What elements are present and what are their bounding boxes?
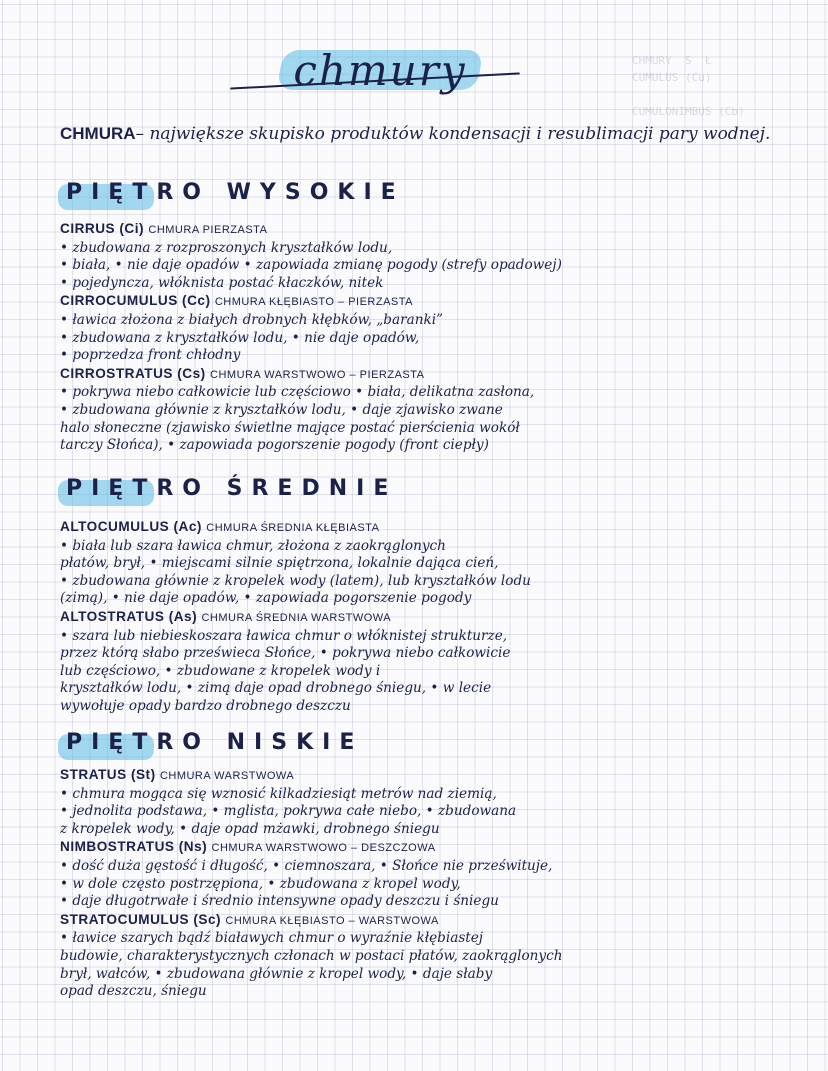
note-line: (zimą), • nie daje opadów, • zapowiada pogorszenie pogody (60, 590, 472, 607)
note-line (60, 518, 776, 538)
section-heading-medium: PIĘTRO ŚREDNIE (66, 476, 397, 501)
bleed-through-text: CHMURY S Ł CUMULUS (Cu) CUMULONIMBUS (Cb) (632, 54, 745, 118)
note-line: • jednolita podstawa, • mglista, pokrywa całe niebo, • zbudowana (60, 803, 517, 820)
cloud-type: CHMURA WARSTWOWO – DESZCZOWA (211, 842, 436, 855)
note-line: płatów, brył, • miejscami silnie spiętrzona, lokalnie dająca cień, (60, 555, 499, 572)
cloud-name: CIRROSTRATUS (Cs) (60, 365, 206, 381)
cloud-type: CHMURA WARSTWOWA (159, 770, 295, 782)
cloud-type: CHMURA PIERZASTA (148, 224, 268, 236)
note-line: • poprzedza front chłodny (60, 347, 241, 364)
section-medium-notes (60, 518, 776, 716)
note-line: opad deszczu, śniegu (60, 983, 207, 1000)
note-line: • ławice szarych bądź białawych chmur o wyraźnie kłębiastej (60, 930, 484, 947)
definition-term: CHMURA (60, 124, 136, 143)
note-line (60, 608, 776, 628)
note-line: z kropelek wody, • daje opad mżawki, drobnego śniegu (60, 820, 440, 837)
definition (60, 122, 780, 146)
section-heading-low: PIĘTRO NISKIE (66, 730, 363, 755)
cloud-name: STRATOCUMULUS (Sc) (60, 911, 222, 927)
note-line: • chmura mogąca się wznosić kilkadziesiąt metrów nad ziemią, (60, 785, 497, 802)
cloud-name: NIMBOSTRATUS (Ns) (60, 839, 208, 855)
note-line: • szara lub niebieskoszara ławica chmur o włóknistej strukturze, (60, 627, 508, 644)
note-line: halo słoneczne (zjawisko świetlne mające postać pierścienia wokół (60, 419, 520, 436)
note-line: wywołuje opady bardzo drobnego deszczu (60, 697, 351, 714)
note-line: • zbudowana głównie z kropelek wody (latem), lub kryształków lodu (60, 572, 531, 589)
note-line: • zbudowana z rozproszonych kryształków lodu, (60, 239, 393, 256)
title-area (220, 42, 520, 102)
note-line: tarczy Słońca), • zapowiada pogorszenie pogody (front ciepły) (60, 437, 489, 454)
cloud-type: CHMURA KŁĘBIASTO – WARSTWOWA (225, 914, 439, 927)
cloud-type: CHMURA WARSTWOWO – PIERZASTA (210, 368, 425, 381)
note-line: kryształków lodu, • zimą daje opad drobnego śniegu, • w lecie (60, 680, 492, 697)
section-heading-high: PIĘTRO WYSOKIE (66, 180, 405, 205)
note-line: • dość duża gęstość i długość, • ciemnoszara, • Słońce nie prześwituje, (60, 857, 553, 874)
note-line: • zbudowana z kryształków lodu, • nie daje opadów, (60, 329, 420, 346)
note-line: lub częściowo, • zbudowane z kropelek wody i (60, 662, 381, 679)
note-line: • daje długotrwałe i średnio intensywne opady deszczu i śniegu (60, 893, 499, 910)
cloud-name: CIRROCUMULUS (Cc) (60, 293, 211, 309)
note-line (60, 911, 776, 931)
note-line: • pokrywa niebo całkowicie lub częściowo • biała, delikatna zasłona, (60, 384, 535, 401)
cloud-name: STRATUS (St) (60, 767, 156, 782)
cloud-type: CHMURA ŚREDNIA KŁĘBIASTA (206, 522, 380, 534)
cloud-name: CIRRUS (Ci) (60, 221, 145, 236)
cloud-name: ALTOSTRATUS (As) (60, 608, 198, 624)
note-line: • biała, • nie daje opadów • zapowiada zmianę pogody (strefy opadowej) (60, 257, 562, 274)
cloud-name: ALTOCUMULUS (Ac) (60, 519, 202, 534)
page-title: chmury (293, 46, 467, 95)
note-line: • biała lub szara ławica chmur, złożona z zaokrąglonych (60, 537, 446, 554)
note-line: • pojedyncza, włóknista postać kłaczków, nitek (60, 274, 384, 291)
note-line: • zbudowana głównie z kryształków lodu, • daje zjawisko zwane (60, 401, 503, 418)
cloud-type: CHMURA KŁĘBIASTO – PIERZASTA (214, 296, 414, 309)
note-line (60, 220, 776, 240)
definition-text: – największe skupisko produktów kondensacji i resublimacji pary wodnej. (135, 124, 771, 144)
note-line: przez którą słabo prześwieca Słońce, • pokrywa niebo całkowicie (60, 645, 511, 662)
note-line: brył, wałców, • zbudowana głównie z kropel wody, • daje słaby (60, 965, 493, 982)
note-line (60, 838, 776, 858)
section-low-notes (60, 766, 776, 1001)
note-line: • ławica złożona z białych drobnych kłębków, „baranki” (60, 311, 443, 328)
note-line: budowie, charakterystycznych członach w postaci płatów, zaokrąglonych (60, 947, 563, 964)
note-line: • w dole często postrzępiona, • zbudowana z kropel wody, (60, 875, 461, 892)
cloud-type: CHMURA ŚREDNIA WARSTWOWA (201, 611, 392, 624)
section-high-notes (60, 220, 776, 455)
note-line (60, 766, 776, 786)
note-line (60, 365, 776, 385)
note-line (60, 292, 776, 312)
